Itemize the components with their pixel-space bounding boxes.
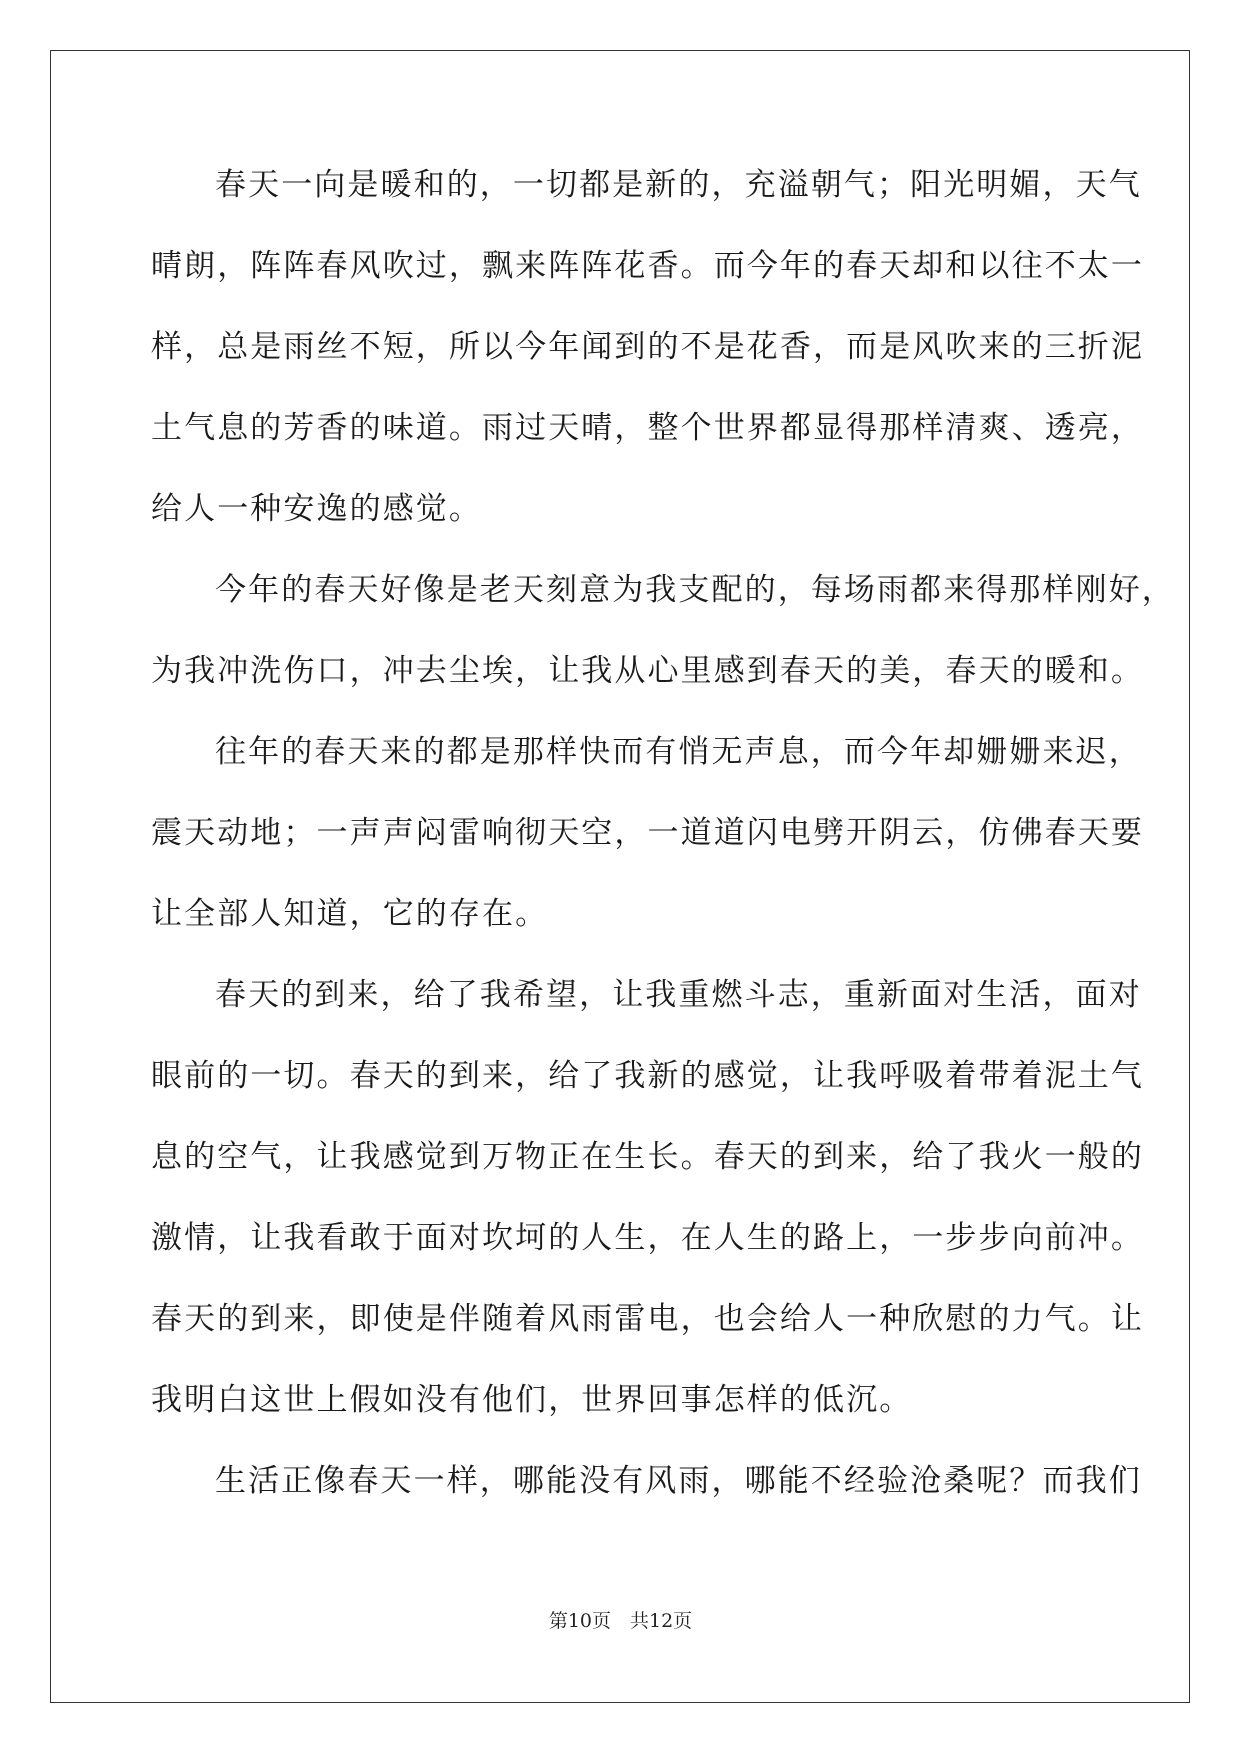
text-line: 息的空气，让我感觉到万物正在生长。春天的到来，给了我火一般的 [151, 1139, 1144, 1175]
text-line: 震天动地；一声声闷雷响彻天空，一道道闪电劈开阴云，仿佛春天要 [151, 815, 1144, 851]
page-number-footer: 第10页 共12页 [548, 1610, 693, 1632]
text-line: 我明白这世上假如没有他们，世界回事怎样的低沉。 [151, 1382, 913, 1418]
text-line: 晴朗，阵阵春风吹过，飘来阵阵花香。而今年的春天却和以往不太一 [151, 248, 1144, 284]
text-line: 土气息的芳香的味道。雨过天晴，整个世界都显得那样清爽、透亮， [151, 410, 1144, 446]
body-text [151, 162, 1175, 1539]
text-line: 今年的春天好像是老天刻意为我支配的，每场雨都来得那样刚好， [215, 572, 1175, 608]
text-line: 春天的到来，即使是伴随着风雨雷电，也会给人一种欣慰的力气。让 [151, 1301, 1144, 1337]
text-line: 样，总是雨丝不短，所以今年闻到的不是花香，而是风吹来的三折泥 [151, 329, 1144, 365]
text-line: 生活正像春天一样，哪能没有风雨，哪能不经验沧桑呢？而我们 [215, 1463, 1142, 1499]
text-line: 往年的春天来的都是那样快而有悄无声息，而今年却姗姗来迟， [215, 734, 1142, 770]
text-line: 为我冲洗伤口，冲去尘埃，让我从心里感到春天的美，春天的暖和。 [151, 653, 1144, 689]
text-line: 春天的到来，给了我希望，让我重燃斗志，重新面对生活，面对 [215, 977, 1142, 1013]
text-line: 给人一种安逸的感觉。 [151, 491, 482, 527]
text-line: 眼前的一切。春天的到来，给了我新的感觉，让我呼吸着带着泥土气 [151, 1058, 1144, 1094]
text-line: 春天一向是暖和的，一切都是新的，充溢朝气；阳光明媚，天气 [215, 167, 1142, 203]
text-line: 让全部人知道，它的存在。 [151, 896, 549, 932]
text-line: 激情，让我看敢于面对坎坷的人生，在人生的路上，一步步向前冲。 [151, 1220, 1144, 1256]
